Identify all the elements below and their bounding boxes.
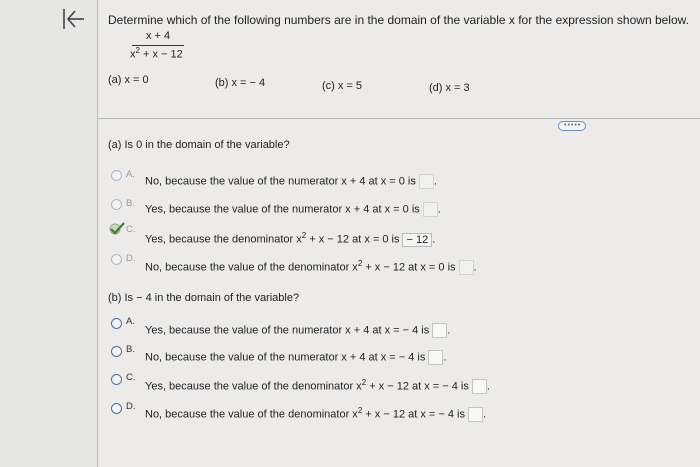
answer-box[interactable] [432,323,447,338]
fraction-numerator: x + 4 [146,30,171,42]
part-b-option-d-radio[interactable] [111,403,122,414]
part-b-option-b-radio[interactable] [111,346,122,357]
part-b-option-a-text: Yes, because the value of the numerator x + 4 at x = − 4 is . [145,324,451,337]
part-b-option-a-radio[interactable] [111,318,122,329]
answer-box [419,174,434,189]
part-b-option-d-text: No, because the value of the denominator $x^2 + x - 12$ at x = − 4 is . [145,406,487,421]
answer-box [423,202,438,217]
question-panel [98,0,700,467]
part-a-option-a-radio[interactable] [111,170,122,181]
question-prompt: Determine which of the following numbers are in the domain of the variable x for the expression shown below. [108,13,689,27]
part-a-option-b-letter: B. [126,198,135,209]
choice-d-label: (d) x = 3 [429,82,470,94]
left-gutter [0,0,97,467]
part-a-option-c-letter: C. [126,224,136,235]
part-a-option-d-letter: D. [126,253,136,264]
part-a-option-b-radio[interactable] [111,199,122,210]
answer-box [459,260,474,275]
part-b-option-c-text: Yes, because the value of the denominator $x^2 + x - 12$ at x = − 4 is . [145,378,490,393]
selected-check-icon[interactable] [109,222,125,236]
answer-value: − 12 [402,233,432,247]
answer-box[interactable] [468,407,483,422]
part-a-option-b-text: Yes, because the value of the numerator x + 4 at x = 0 is . [145,203,441,216]
part-b-option-b-text: No, because the value of the numerator x + 4 at x = − 4 is . [145,351,447,364]
section-divider [98,118,700,119]
part-b-question: (b) Is − 4 in the domain of the variable? [108,292,300,304]
part-b-option-d-letter: D. [126,401,136,412]
part-a-option-a-letter: A. [126,169,135,180]
part-a-option-d-text: No, because the value of the denominator $x^2 + x - 12$ at x = 0 is . [145,259,477,274]
choice-b-label: (b) x = − 4 [215,77,266,89]
more-options-button[interactable]: ••••• [558,121,586,131]
part-a-option-a-text: No, because the value of the numerator x + 4 at x = 0 is . [145,175,437,188]
part-b-option-c-radio[interactable] [111,374,122,385]
part-a-option-d-radio[interactable] [111,254,122,265]
answer-box[interactable] [472,379,487,394]
part-b-option-a-letter: A. [126,316,135,327]
part-a-option-c-text: Yes, because the denominator $x^2 + x - 12$ at x = 0 is − 12 . [145,231,436,246]
fraction-denominator: $x^2 + x - 12$ [130,46,183,61]
part-b-option-b-letter: B. [126,344,135,355]
part-a-question: (a) Is 0 in the domain of the variable? [108,139,290,151]
choice-a-label: (a) x = 0 [108,74,149,86]
collapse-left-arrow-icon[interactable] [60,7,86,31]
part-b-option-c-letter: C. [126,372,136,383]
answer-box[interactable] [428,350,443,365]
choice-c-label: (c) x = 5 [322,80,363,92]
